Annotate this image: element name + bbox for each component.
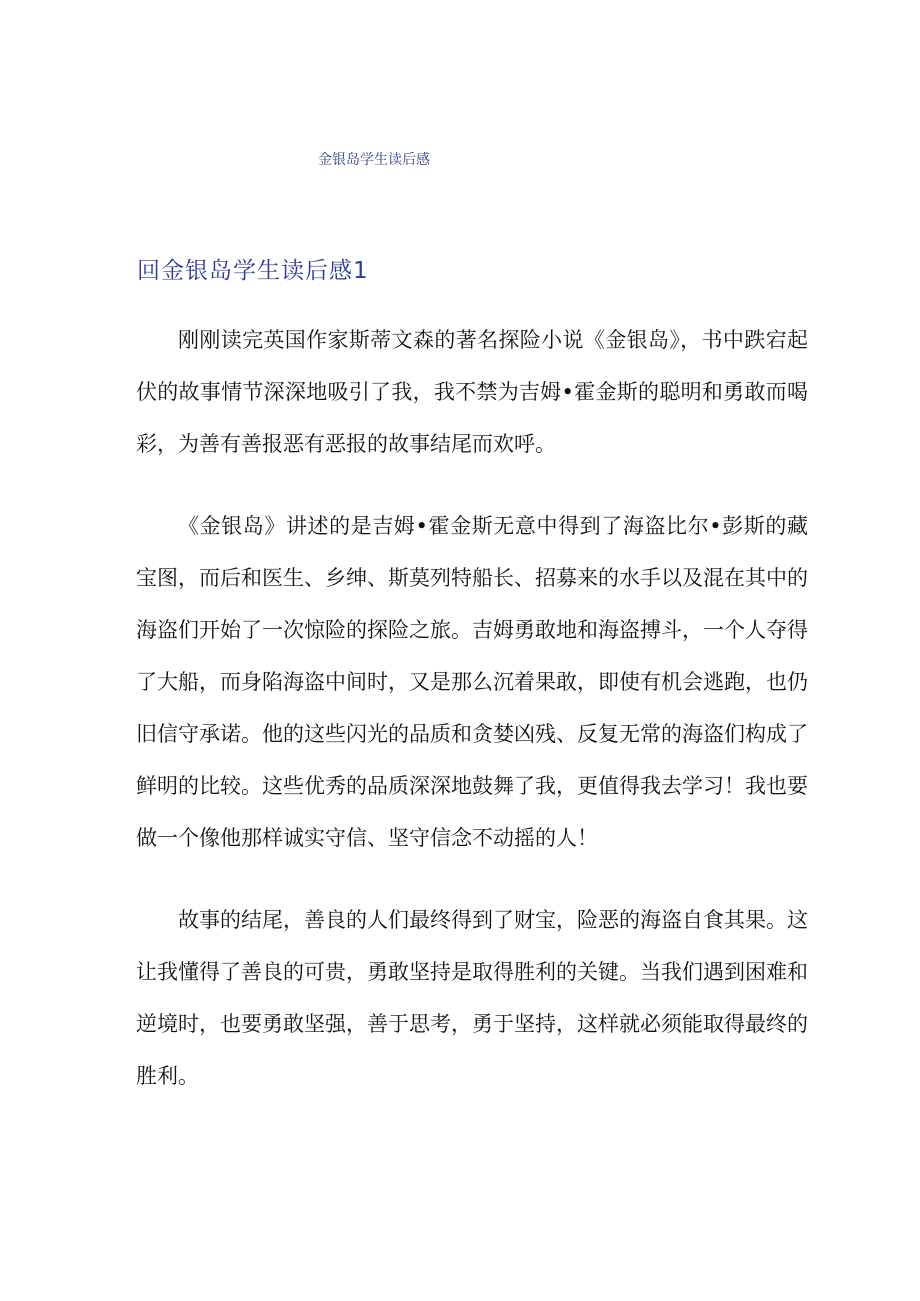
document-body <box>136 314 808 1132</box>
paragraph-3: 故事的结尾，善良的人们最终得到了财宝，险恶的海盗自食其果。这让我懂得了善良的可贵，勇敢坚持是取得胜利的关键。当我们遇到困难和逆境时，也要勇敢坚强，善于思考，勇于坚持，这样就必须能取得最终的胜利。 <box>136 908 808 1088</box>
paragraph-1: 刚刚读完英国作家斯蒂文森的著名探险小说《金银岛》，书中跌宕起伏的故事情节深深地吸引了我，我不禁为吉姆•霍金斯的聪明和勇敢而喝彩，为善有善报恶有恶报的故事结尾而欢呼。 <box>136 328 808 456</box>
document-header: 金银岛学生读后感 <box>318 152 430 168</box>
paragraph-2: 《金银岛》讲述的是吉姆•霍金斯无意中得到了海盗比尔•彭斯的藏宝图，而后和医生、乡绅、斯莫列特船长、招募来的水手以及混在其中的海盗们开始了一次惊险的探险之旅。吉姆勇敢地和海盗搏斗，一个人夺得了大船，而身陷海盗中间时，又是那么沉着果敢，即使有机会逃跑，也仍旧信守承诺。他的这些闪光的品质和贪婪凶残、反复无常的海盗们构成了鲜明的比较。这些优秀的品质深深地鼓舞了我，更值得我去学习！我也要做一个像他那样诚实守信、坚守信念不动摇的人！ <box>136 514 808 850</box>
section-heading: 回金银岛学生读后感1 <box>137 258 369 284</box>
